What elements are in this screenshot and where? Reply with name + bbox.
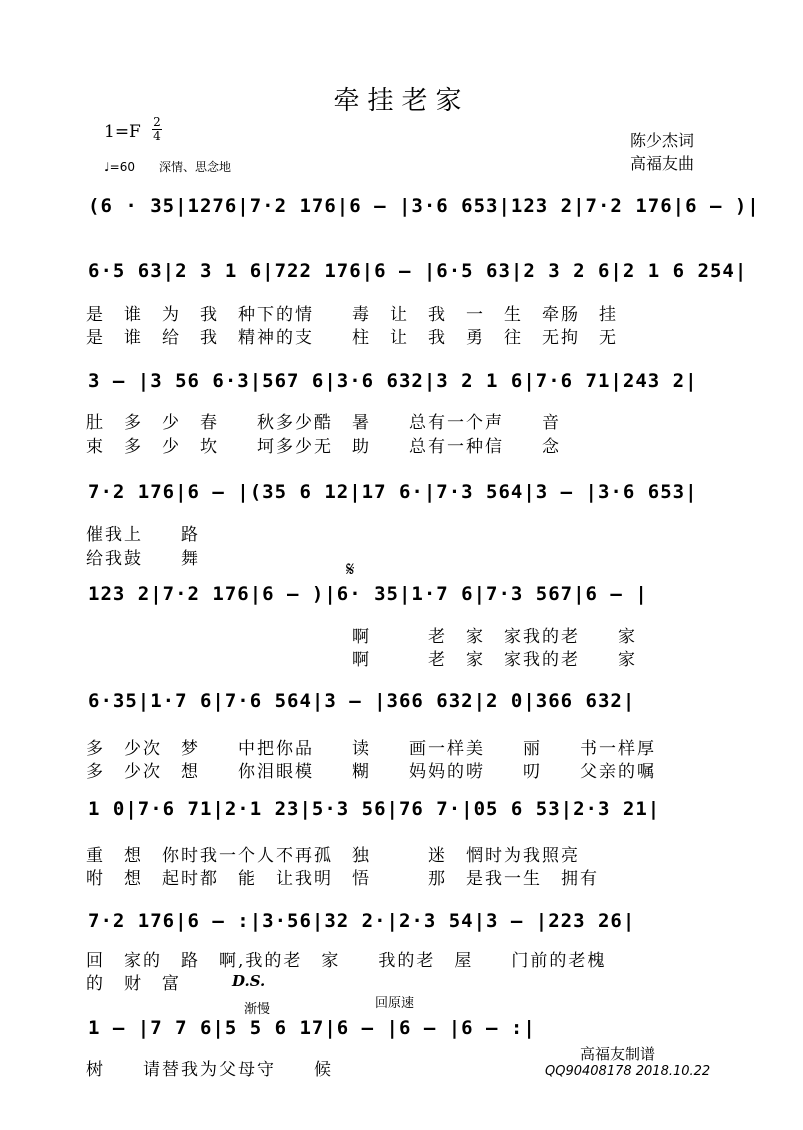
- lyric-line: 多 少次 想 你泪眼模 糊 妈妈的唠 叨 父亲的嘱: [86, 762, 656, 782]
- notation-row-8: 7·2 176|6 – :|3·56|32 2·|2·3 54|3 – |223 26|: [88, 910, 636, 932]
- qq-date: QQ90408178 2018.10.22: [545, 1064, 711, 1079]
- lyric-line: 多 少次 梦 中把你品 读 画一样美 丽 书一样厚: [86, 739, 656, 759]
- song-title: 牵挂老家: [333, 86, 470, 116]
- key-signature: 1=F: [104, 122, 141, 142]
- ds-marking: D.S.: [232, 972, 266, 990]
- lyric-line: 给我鼓 舞: [86, 549, 200, 569]
- transcriber-credit: 高福友制谱: [580, 1045, 656, 1063]
- lyric-line: 是 谁 给 我 精神的支 柱 让 我 勇 往 无拘 无: [86, 328, 618, 348]
- notation-row-9: 1 – |7 7 6|5 5 6 17|6 – |6 – |6 – :|: [88, 1017, 536, 1039]
- lyric-line: 束 多 少 坎 坷多少无 助 总有一种信 念: [86, 437, 561, 457]
- time-signature: [152, 116, 162, 143]
- lyric-line: 重 想 你时我一个人不再孤 独 迷 惘时为我照亮: [86, 846, 580, 866]
- composer: 高福友曲: [630, 154, 695, 173]
- notation-row-1: (6 · 35|1276|7·2 176|6 – |3·6 653|123 2|7·2 176|6 – )|: [88, 195, 760, 217]
- lyric-line: 的 财 富: [86, 974, 181, 994]
- lyric-line: 回 家的 路 啊,我的老 家 我的老 屋 门前的老槐: [86, 951, 607, 971]
- notation-row-2: 6·5 63|2 3 1 6|722 176|6 – |6·5 63|2 3 2 6|2 1 6 254|: [88, 260, 748, 282]
- lyric-line: 咐 想 起时都 能 让我明 悟 那 是我一生 拥有: [86, 869, 599, 889]
- lyricist: 陈少杰词: [630, 131, 695, 150]
- lyric-line: 啊 老 家 家我的老 家: [352, 627, 637, 647]
- lyric-line: 催我上 路: [86, 525, 200, 545]
- time-signature-top: 2: [153, 115, 161, 129]
- time-signature-bottom: 4: [153, 129, 161, 143]
- lyric-line: 肚 多 少 春 秋多少酷 暑 总有一个声 音: [86, 413, 561, 433]
- a-tempo-marking: 回原速: [375, 996, 415, 1011]
- notation-row-3: 3 – |3 56 6·3|567 6|3·6 632|3 2 1 6|7·6 71|243 2|: [88, 370, 698, 392]
- notation-row-7: 1 0|7·6 71|2·1 23|5·3 56|76 7·|05 6 53|2·3 21|: [88, 798, 661, 820]
- lyric-line: 是 谁 为 我 种下的情 毒 让 我 一 生 牵肠 挂: [86, 305, 618, 325]
- notation-row-5: 123 2|7·2 176|6 – )|6· 35|1·7 6|7·3 567|6 – |: [88, 583, 648, 605]
- lyric-line: 啊 老 家 家我的老 家: [352, 650, 637, 670]
- notation-row-4: 7·2 176|6 – |(35 6 12|17 6·|7·3 564|3 – |3·6 653|: [88, 481, 698, 503]
- tempo-marking: ♩=60 深情、思念地: [104, 160, 231, 174]
- lyric-line: 树 请替我为父母守 候: [86, 1060, 333, 1080]
- notation-row-6: 6·35|1·7 6|7·6 564|3 – |366 632|2 0|366 632|: [88, 690, 636, 712]
- segno-sign: 𝄋: [346, 557, 355, 581]
- ritardando-marking: 渐慢: [244, 1002, 271, 1017]
